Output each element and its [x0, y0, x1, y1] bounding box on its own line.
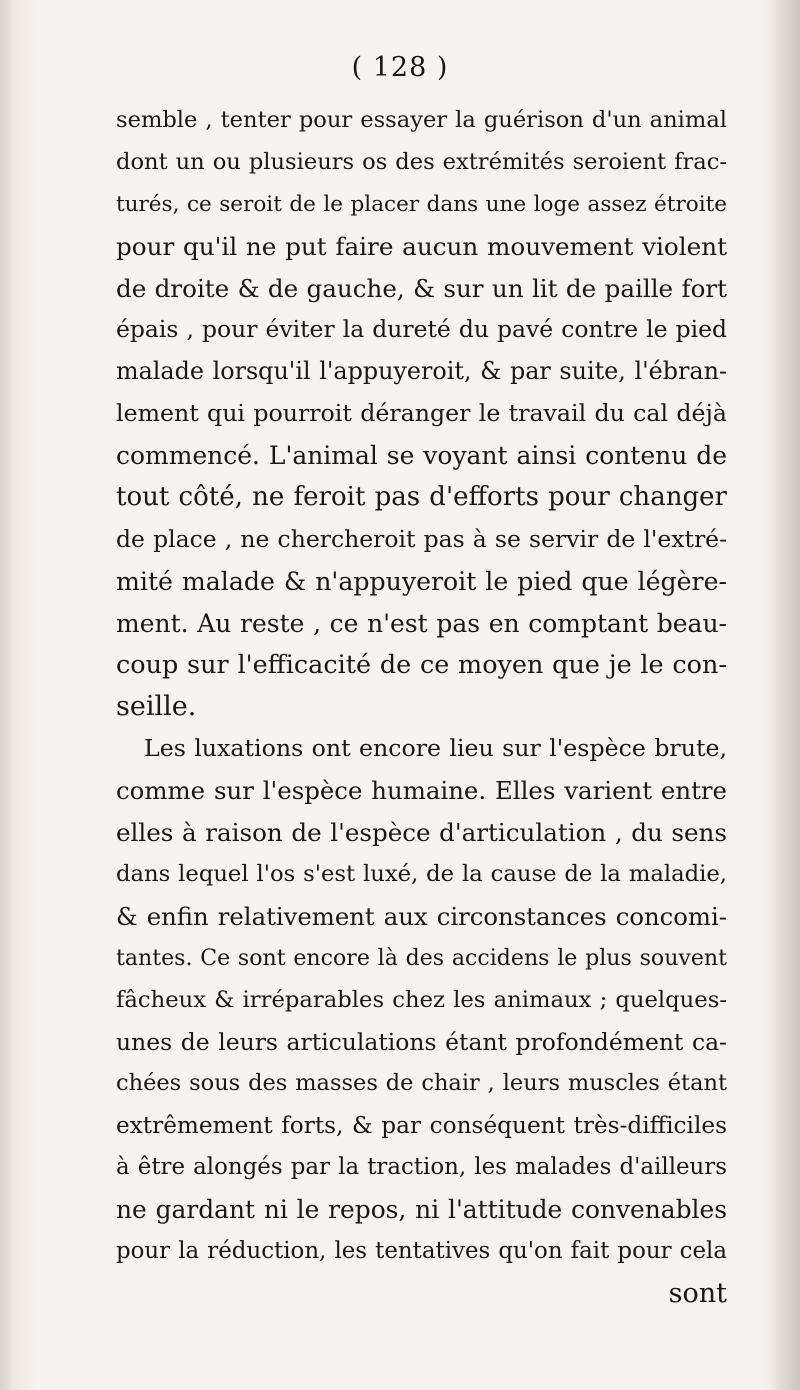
text-line: ne gardant ni le repos, ni l'attitude convenables: [116, 1195, 727, 1225]
text-line: semble , tenter pour essayer la guérison d'un animal: [116, 107, 727, 133]
text-line: épais , pour éviter la dureté du pavé contre le pied: [116, 315, 727, 344]
text-line: de droite & de gauche, & sur un lit de paille fort: [116, 273, 727, 303]
text-line: à être alongés par la traction, les malades d'ailleurs: [116, 1154, 727, 1181]
text-line: dans lequel l'os s'est luxé, de la cause de la maladie,: [116, 861, 727, 888]
text-line: fâcheux & irréparables chez les animaux ; quelques-: [116, 986, 727, 1013]
text-line: extrêmement forts, & par conséquent très-difficiles: [116, 1112, 727, 1140]
page-number: ( 128 ): [351, 52, 449, 83]
text-line: unes de leurs articulations étant profondément ca-: [116, 1027, 727, 1056]
text-line: malade lorsqu'il l'appuyeroit, & par suite, l'ébran-: [116, 357, 727, 386]
text-line: de place , ne chercheroit pas à se servir de l'extré-: [116, 524, 727, 553]
text-line: & enfin relativement aux circonstances concomi-: [116, 901, 727, 931]
text-line: tout côté, ne feroit pas d'efforts pour changer: [116, 482, 727, 513]
text-line: elles à raison de l'espèce d'articulation , du sens: [116, 818, 727, 848]
text-line: pour la réduction, les tentatives qu'on fait pour cela: [116, 1238, 727, 1265]
paragraph-start-line: Les luxations ont encore lieu sur l'espèce brute,: [144, 734, 727, 763]
text-line: dont un ou plusieurs os des extrémités seroient frac-: [116, 148, 727, 175]
text-line: mité malade & n'appuyeroit le pied que légère-: [116, 566, 727, 596]
text-line: turés, ce seroit de le placer dans une loge assez étroite: [116, 191, 727, 217]
catchword: sont: [668, 1277, 727, 1309]
text-line: comme sur l'espèce humaine. Elles varient entre: [116, 776, 727, 806]
body-text: [116, 100, 727, 1315]
text-line: coup sur l'efficacité de ce moyen que je le con-: [116, 649, 727, 680]
text-line: pour qu'il ne put faire aucun mouvement violent: [116, 231, 727, 261]
text-line: lement qui pourroit déranger le travail du cal déjà: [116, 399, 727, 428]
text-line: commencé. L'animal se voyant ainsi contenu de: [116, 441, 727, 471]
text-line: seille.: [116, 691, 197, 723]
text-line: chées sous des masses de chair , leurs muscles étant: [116, 1070, 727, 1097]
text-line: ment. Au reste , ce n'est pas en comptant beau-: [116, 608, 727, 638]
text-line: tantes. Ce sont encore là des accidens le plus souvent: [116, 945, 727, 971]
